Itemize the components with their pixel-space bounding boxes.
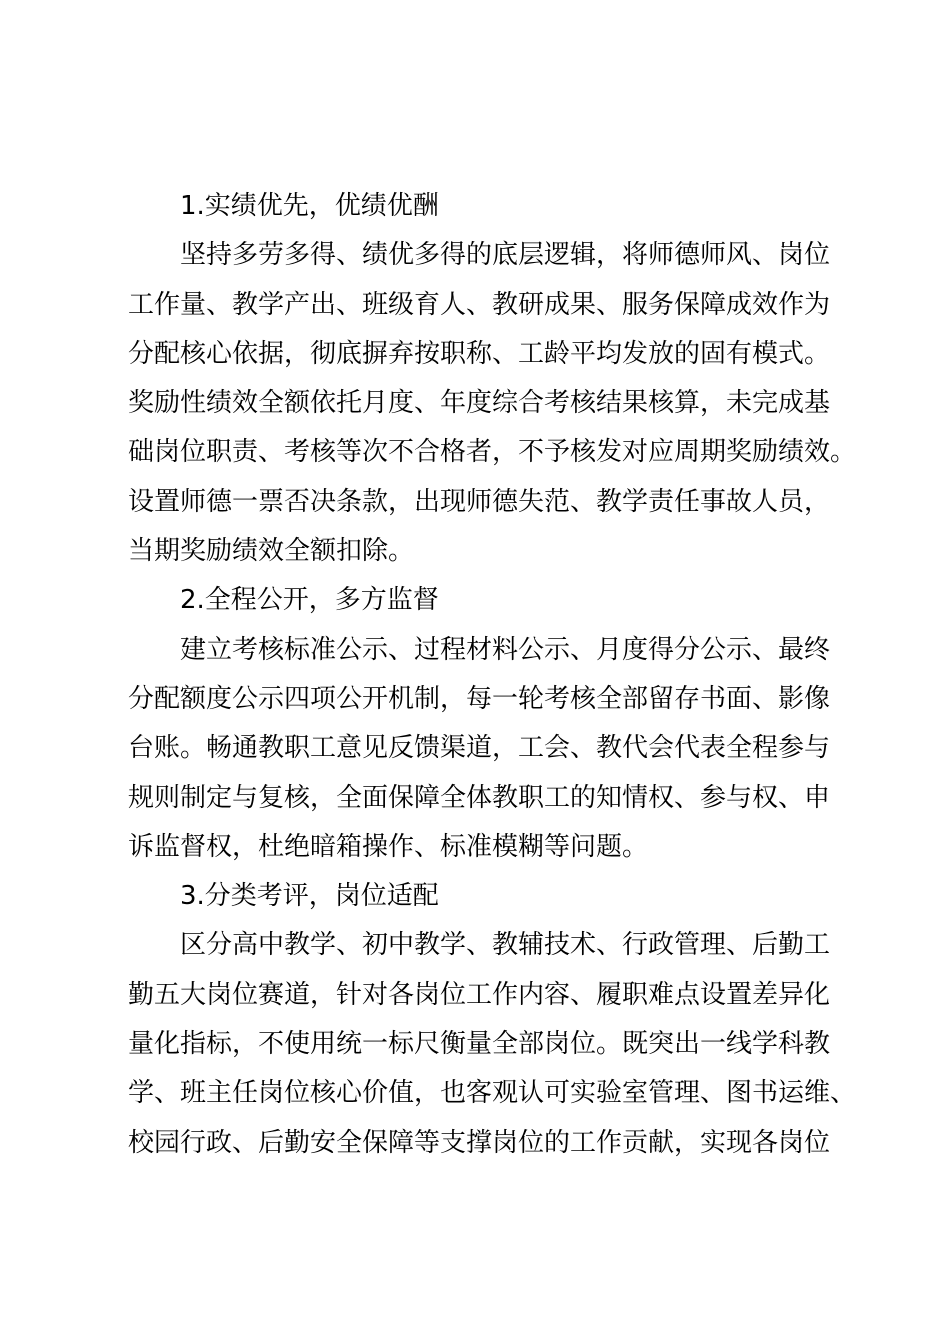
- paragraph-line: 分配核心依据，彻底摒弃按职称、工龄平均发放的固有模式。: [128, 338, 831, 369]
- paragraph-line: 奖励性绩效全额依托月度、年度综合考核结果核算，未完成基: [128, 388, 831, 419]
- paragraph-line: 诉监督权，杜绝暗箱操作、标准模糊等问题。: [128, 831, 649, 862]
- paragraph-line: 区分高中教学、初中教学、教辅技术、行政管理、后勤工: [180, 930, 831, 961]
- paragraph-line: 当期奖励绩效全额扣除。: [128, 536, 415, 567]
- paragraph-line: 分配额度公示四项公开机制，每一轮考核全部留存书面、影像: [128, 683, 831, 714]
- paragraph: [128, 231, 857, 576]
- paragraph-line: 工作量、教学产出、班级育人、教研成果、服务保障成效作为: [128, 289, 831, 320]
- paragraph-line: 设置师德一票否决条款，出现师德失范、教学责任事故人员，: [128, 486, 831, 517]
- paragraph-line: 校园行政、后勤安全保障等支撑岗位的工作贡献，实现各岗位: [128, 1127, 831, 1158]
- paragraph: [128, 626, 833, 872]
- paragraph-line: 建立考核标准公示、过程材料公示、月度得分公示、最终: [180, 634, 831, 665]
- section-heading: 2.全程公开，多方监督: [180, 585, 439, 616]
- paragraph-line: 坚持多劳多得、绩优多得的底层逻辑，将师德师风、岗位: [180, 240, 831, 271]
- section-heading: 1.实绩优先，优绩优酬: [180, 191, 439, 221]
- section-2: [128, 576, 833, 872]
- paragraph: [128, 921, 857, 1167]
- paragraph-line: 规则制定与复核，全面保障全体教职工的知情权、参与权、申: [128, 782, 831, 813]
- section-heading: 3.分类考评，岗位适配: [180, 881, 439, 912]
- paragraph-line: 础岗位职责、考核等次不合格者，不予核发对应周期奖励绩效。: [128, 437, 857, 468]
- document-body: [128, 182, 857, 1168]
- section-3: [128, 872, 857, 1168]
- paragraph-line: 台账。畅通教职工意见反馈渠道，工会、教代会代表全程参与: [128, 733, 831, 764]
- paragraph-line: 量化指标，不使用统一标尺衡量全部岗位。既突出一线学科教: [128, 1029, 831, 1060]
- paragraph-line: 学、班主任岗位核心价值，也客观认可实验室管理、图书运维、: [128, 1078, 857, 1109]
- section-1: [128, 182, 857, 576]
- paragraph-line: 勤五大岗位赛道，针对各岗位工作内容、履职难点设置差异化: [128, 979, 831, 1010]
